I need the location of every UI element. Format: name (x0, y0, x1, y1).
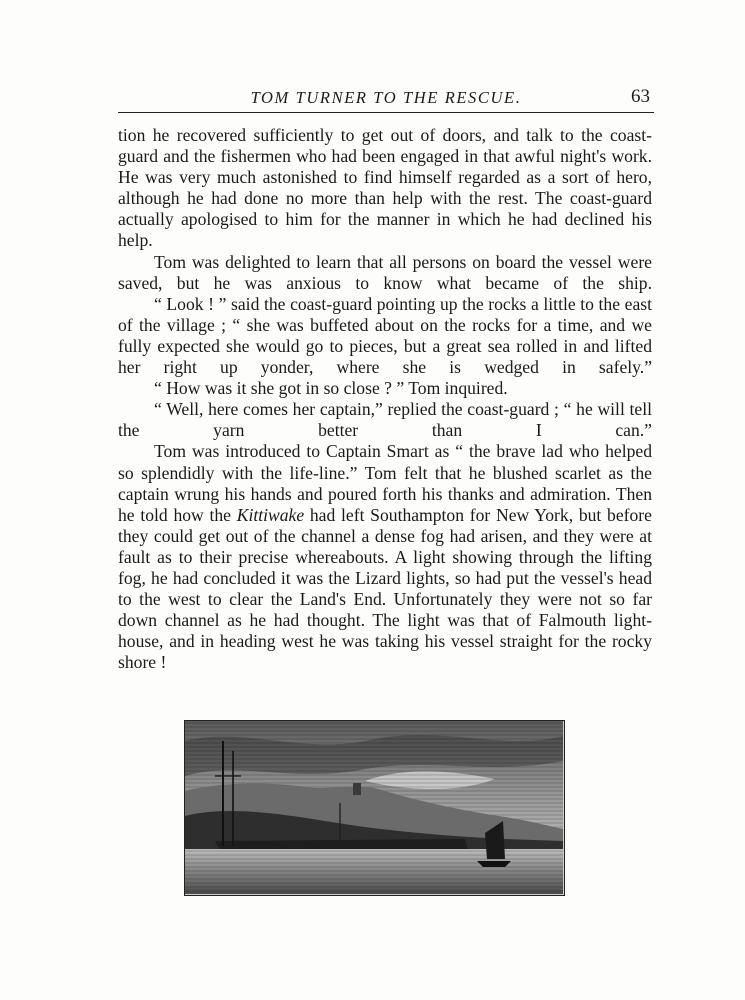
ship-name: Kittiwake (236, 504, 305, 525)
running-title: TOM TURNER TO THE RESCUE. (250, 88, 522, 107)
sailboat-hull (477, 861, 511, 867)
body-text (118, 125, 652, 673)
captain-text-before-ship: Tom was introduced to Captain Smart as “ the brave lad who helped so splendidly with the life-line.” Tom felt that he blushed scarlet as the captain wrung his hands and poured forth his thanks and admiration. Then he told how the (118, 441, 652, 525)
page-number: 63 (631, 86, 650, 107)
paragraph-how-was-it: “ How was it she got in so close ? ” Tom inquired. (154, 378, 508, 399)
engraving-illustration (184, 720, 565, 896)
engraving-scene (185, 721, 563, 894)
running-header (118, 86, 654, 113)
paragraph-tom-delighted: Tom was delighted to learn that all persons on board the vessel were saved, but he was anxious to know what became of the ship. (118, 251, 652, 293)
village-tower (353, 783, 361, 795)
paragraph-here-comes-captain: “ Well, here comes her captain,” replied the coast-guard ; “ he will tell the yarn better than I can.” (118, 399, 652, 441)
paragraph-look: “ Look ! ” said the coast-guard pointing up the rocks a little to the east of the village ; “ she was buffeted about on the rocks for a time, and we fully expected she would go to pieces, but a great sea rolled in and lifted her right up yonder, where she is wedged in safely.” (118, 293, 652, 378)
paragraph-continuation: tion he recovered sufficiently to get out of doors, and talk to the coast-guard and the fishermen who had been engaged in that awful night's work. He was very much astonished to find himself regarded as a sort of hero, although he had done no more than help with the rest. The coast-guard actually apologised to him for the manner in which he had declined his help. (118, 125, 652, 251)
captain-text-after-ship: had left Southampton for New York, but before they could get out of the channel a dense fog had arisen, and they were at fault as to their precise whereabouts. A light showing through the lifting fog, he had concluded it was the Lizard lights, so had put the vessel's head to the west to clear the Land's End. Unfortunately they were not so far down channel as he had thought. The light was that of Falmouth light-house, and in heading west he was taking his vessel straight for the rocky shore ! (118, 504, 652, 673)
sea-hatching (185, 849, 563, 894)
paragraph-captain-smart (118, 441, 652, 673)
